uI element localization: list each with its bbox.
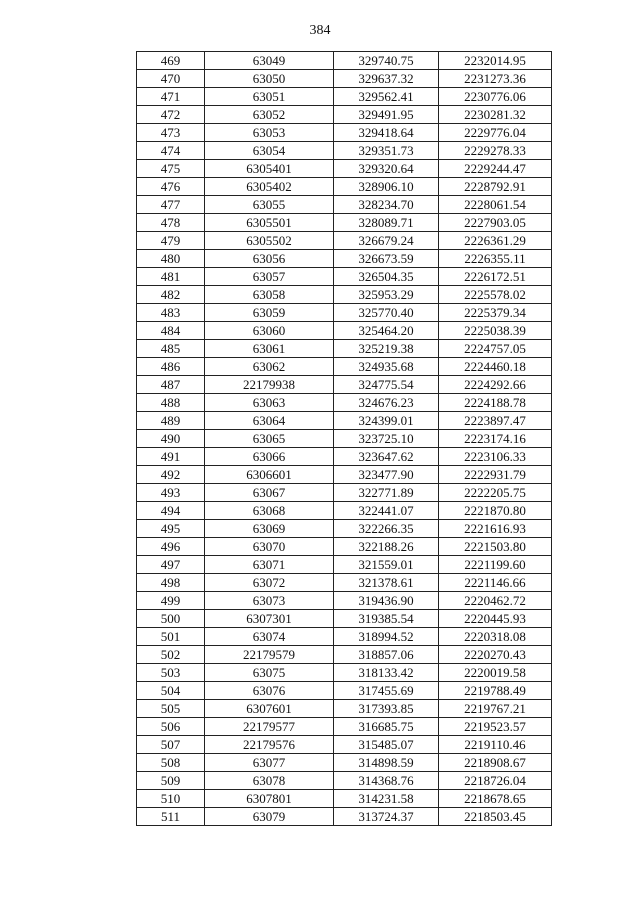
table-row	[137, 412, 552, 430]
table-row	[137, 754, 552, 772]
x-coordinate-cell: 321559.01	[334, 556, 439, 574]
y-coordinate-cell: 2224460.18	[439, 358, 552, 376]
table-row	[137, 790, 552, 808]
y-coordinate-cell: 2218503.45	[439, 808, 552, 826]
table-row	[137, 124, 552, 142]
point-id-cell: 63056	[205, 250, 334, 268]
x-coordinate-cell: 314231.58	[334, 790, 439, 808]
row-index-cell: 487	[137, 376, 205, 394]
point-id-cell: 22179576	[205, 736, 334, 754]
row-index-cell: 500	[137, 610, 205, 628]
row-index-cell: 508	[137, 754, 205, 772]
row-index-cell: 484	[137, 322, 205, 340]
y-coordinate-cell: 2229244.47	[439, 160, 552, 178]
table-row	[137, 700, 552, 718]
table-row	[137, 646, 552, 664]
row-index-cell: 470	[137, 70, 205, 88]
x-coordinate-cell: 325464.20	[334, 322, 439, 340]
x-coordinate-cell: 325770.40	[334, 304, 439, 322]
point-id-cell: 63059	[205, 304, 334, 322]
x-coordinate-cell: 317455.69	[334, 682, 439, 700]
coordinates-table	[136, 51, 552, 826]
y-coordinate-cell: 2225038.39	[439, 322, 552, 340]
point-id-cell: 63071	[205, 556, 334, 574]
table-row	[137, 286, 552, 304]
point-id-cell: 6305502	[205, 232, 334, 250]
y-coordinate-cell: 2221503.80	[439, 538, 552, 556]
point-id-cell: 63051	[205, 88, 334, 106]
row-index-cell: 486	[137, 358, 205, 376]
point-id-cell: 63050	[205, 70, 334, 88]
row-index-cell: 490	[137, 430, 205, 448]
y-coordinate-cell: 2223106.33	[439, 448, 552, 466]
table-row	[137, 232, 552, 250]
x-coordinate-cell: 314368.76	[334, 772, 439, 790]
row-index-cell: 496	[137, 538, 205, 556]
row-index-cell: 510	[137, 790, 205, 808]
row-index-cell: 506	[137, 718, 205, 736]
point-id-cell: 63053	[205, 124, 334, 142]
x-coordinate-cell: 318994.52	[334, 628, 439, 646]
y-coordinate-cell: 2229278.33	[439, 142, 552, 160]
table-row	[137, 70, 552, 88]
y-coordinate-cell: 2219523.57	[439, 718, 552, 736]
x-coordinate-cell: 324676.23	[334, 394, 439, 412]
table-row	[137, 664, 552, 682]
point-id-cell: 63066	[205, 448, 334, 466]
point-id-cell: 63049	[205, 52, 334, 70]
point-id-cell: 63060	[205, 322, 334, 340]
x-coordinate-cell: 329351.73	[334, 142, 439, 160]
table-row	[137, 142, 552, 160]
point-id-cell: 6307801	[205, 790, 334, 808]
table-row	[137, 340, 552, 358]
x-coordinate-cell: 328234.70	[334, 196, 439, 214]
point-id-cell: 6307301	[205, 610, 334, 628]
point-id-cell: 6306601	[205, 466, 334, 484]
row-index-cell: 489	[137, 412, 205, 430]
row-index-cell: 469	[137, 52, 205, 70]
row-index-cell: 485	[137, 340, 205, 358]
table-row	[137, 448, 552, 466]
row-index-cell: 480	[137, 250, 205, 268]
x-coordinate-cell: 322771.89	[334, 484, 439, 502]
y-coordinate-cell: 2221616.93	[439, 520, 552, 538]
table-row	[137, 268, 552, 286]
point-id-cell: 63070	[205, 538, 334, 556]
y-coordinate-cell: 2219767.21	[439, 700, 552, 718]
x-coordinate-cell: 329562.41	[334, 88, 439, 106]
row-index-cell: 483	[137, 304, 205, 322]
row-index-cell: 495	[137, 520, 205, 538]
row-index-cell: 481	[137, 268, 205, 286]
table-row	[137, 808, 552, 826]
point-id-cell: 63069	[205, 520, 334, 538]
table-row	[137, 178, 552, 196]
row-index-cell: 473	[137, 124, 205, 142]
y-coordinate-cell: 2219110.46	[439, 736, 552, 754]
x-coordinate-cell: 326504.35	[334, 268, 439, 286]
row-index-cell: 498	[137, 574, 205, 592]
y-coordinate-cell: 2223897.47	[439, 412, 552, 430]
x-coordinate-cell: 322441.07	[334, 502, 439, 520]
x-coordinate-cell: 319385.54	[334, 610, 439, 628]
x-coordinate-cell: 324399.01	[334, 412, 439, 430]
table-row	[137, 214, 552, 232]
point-id-cell: 63079	[205, 808, 334, 826]
row-index-cell: 477	[137, 196, 205, 214]
x-coordinate-cell: 325219.38	[334, 340, 439, 358]
table-row	[137, 682, 552, 700]
y-coordinate-cell: 2218726.04	[439, 772, 552, 790]
y-coordinate-cell: 2221146.66	[439, 574, 552, 592]
table-row	[137, 358, 552, 376]
y-coordinate-cell: 2220445.93	[439, 610, 552, 628]
table-row	[137, 592, 552, 610]
table-row	[137, 718, 552, 736]
row-index-cell: 488	[137, 394, 205, 412]
x-coordinate-cell: 329740.75	[334, 52, 439, 70]
x-coordinate-cell: 323725.10	[334, 430, 439, 448]
point-id-cell: 6307601	[205, 700, 334, 718]
y-coordinate-cell: 2225578.02	[439, 286, 552, 304]
y-coordinate-cell: 2229776.04	[439, 124, 552, 142]
table-row	[137, 556, 552, 574]
y-coordinate-cell: 2226355.11	[439, 250, 552, 268]
x-coordinate-cell: 314898.59	[334, 754, 439, 772]
point-id-cell: 63077	[205, 754, 334, 772]
point-id-cell: 63063	[205, 394, 334, 412]
table-row	[137, 538, 552, 556]
row-index-cell: 492	[137, 466, 205, 484]
y-coordinate-cell: 2218908.67	[439, 754, 552, 772]
row-index-cell: 479	[137, 232, 205, 250]
table-row	[137, 520, 552, 538]
table-row	[137, 736, 552, 754]
x-coordinate-cell: 326679.24	[334, 232, 439, 250]
table-row	[137, 772, 552, 790]
row-index-cell: 476	[137, 178, 205, 196]
point-id-cell: 63064	[205, 412, 334, 430]
table-row	[137, 430, 552, 448]
x-coordinate-cell: 321378.61	[334, 574, 439, 592]
y-coordinate-cell: 2226172.51	[439, 268, 552, 286]
point-id-cell: 63074	[205, 628, 334, 646]
y-coordinate-cell: 2219788.49	[439, 682, 552, 700]
y-coordinate-cell: 2221199.60	[439, 556, 552, 574]
table-row	[137, 574, 552, 592]
y-coordinate-cell: 2228061.54	[439, 196, 552, 214]
point-id-cell: 6305501	[205, 214, 334, 232]
row-index-cell: 501	[137, 628, 205, 646]
y-coordinate-cell: 2226361.29	[439, 232, 552, 250]
y-coordinate-cell: 2230776.06	[439, 88, 552, 106]
x-coordinate-cell: 325953.29	[334, 286, 439, 304]
row-index-cell: 491	[137, 448, 205, 466]
row-index-cell: 493	[137, 484, 205, 502]
x-coordinate-cell: 328906.10	[334, 178, 439, 196]
y-coordinate-cell: 2225379.34	[439, 304, 552, 322]
y-coordinate-cell: 2228792.91	[439, 178, 552, 196]
table-row	[137, 322, 552, 340]
row-index-cell: 509	[137, 772, 205, 790]
point-id-cell: 63058	[205, 286, 334, 304]
x-coordinate-cell: 318133.42	[334, 664, 439, 682]
y-coordinate-cell: 2220318.08	[439, 628, 552, 646]
y-coordinate-cell: 2227903.05	[439, 214, 552, 232]
coordinates-table-body	[137, 52, 552, 826]
y-coordinate-cell: 2222205.75	[439, 484, 552, 502]
point-id-cell: 22179938	[205, 376, 334, 394]
x-coordinate-cell: 317393.85	[334, 700, 439, 718]
x-coordinate-cell: 316685.75	[334, 718, 439, 736]
table-row	[137, 250, 552, 268]
table-row	[137, 502, 552, 520]
y-coordinate-cell: 2224292.66	[439, 376, 552, 394]
point-id-cell: 63078	[205, 772, 334, 790]
y-coordinate-cell: 2230281.32	[439, 106, 552, 124]
x-coordinate-cell: 324775.54	[334, 376, 439, 394]
point-id-cell: 6305402	[205, 178, 334, 196]
x-coordinate-cell: 315485.07	[334, 736, 439, 754]
y-coordinate-cell: 2220462.72	[439, 592, 552, 610]
row-index-cell: 502	[137, 646, 205, 664]
point-id-cell: 63072	[205, 574, 334, 592]
x-coordinate-cell: 318857.06	[334, 646, 439, 664]
point-id-cell: 22179579	[205, 646, 334, 664]
point-id-cell: 63067	[205, 484, 334, 502]
table-row	[137, 484, 552, 502]
row-index-cell: 499	[137, 592, 205, 610]
page-number: 384	[309, 23, 331, 38]
table-row	[137, 106, 552, 124]
y-coordinate-cell: 2231273.36	[439, 70, 552, 88]
point-id-cell: 6305401	[205, 160, 334, 178]
x-coordinate-cell: 313724.37	[334, 808, 439, 826]
row-index-cell: 494	[137, 502, 205, 520]
point-id-cell: 63052	[205, 106, 334, 124]
row-index-cell: 475	[137, 160, 205, 178]
y-coordinate-cell: 2220019.58	[439, 664, 552, 682]
y-coordinate-cell: 2220270.43	[439, 646, 552, 664]
y-coordinate-cell: 2221870.80	[439, 502, 552, 520]
point-id-cell: 63068	[205, 502, 334, 520]
y-coordinate-cell: 2218678.65	[439, 790, 552, 808]
x-coordinate-cell: 323477.90	[334, 466, 439, 484]
point-id-cell: 63075	[205, 664, 334, 682]
row-index-cell: 478	[137, 214, 205, 232]
x-coordinate-cell: 319436.90	[334, 592, 439, 610]
table-row	[137, 628, 552, 646]
point-id-cell: 63062	[205, 358, 334, 376]
x-coordinate-cell: 329418.64	[334, 124, 439, 142]
point-id-cell: 63065	[205, 430, 334, 448]
row-index-cell: 511	[137, 808, 205, 826]
point-id-cell: 63061	[205, 340, 334, 358]
table-row	[137, 394, 552, 412]
row-index-cell: 505	[137, 700, 205, 718]
table-row	[137, 610, 552, 628]
table-row	[137, 160, 552, 178]
row-index-cell: 504	[137, 682, 205, 700]
point-id-cell: 63076	[205, 682, 334, 700]
row-index-cell: 507	[137, 736, 205, 754]
x-coordinate-cell: 324935.68	[334, 358, 439, 376]
x-coordinate-cell: 323647.62	[334, 448, 439, 466]
point-id-cell: 63073	[205, 592, 334, 610]
table-row	[137, 376, 552, 394]
point-id-cell: 63054	[205, 142, 334, 160]
row-index-cell: 503	[137, 664, 205, 682]
row-index-cell: 482	[137, 286, 205, 304]
y-coordinate-cell: 2222931.79	[439, 466, 552, 484]
table-row	[137, 52, 552, 70]
x-coordinate-cell: 322188.26	[334, 538, 439, 556]
x-coordinate-cell: 328089.71	[334, 214, 439, 232]
x-coordinate-cell: 329491.95	[334, 106, 439, 124]
table-row	[137, 466, 552, 484]
point-id-cell: 63055	[205, 196, 334, 214]
x-coordinate-cell: 329320.64	[334, 160, 439, 178]
x-coordinate-cell: 329637.32	[334, 70, 439, 88]
point-id-cell: 22179577	[205, 718, 334, 736]
table-row	[137, 304, 552, 322]
point-id-cell: 63057	[205, 268, 334, 286]
y-coordinate-cell: 2224188.78	[439, 394, 552, 412]
x-coordinate-cell: 326673.59	[334, 250, 439, 268]
y-coordinate-cell: 2224757.05	[439, 340, 552, 358]
y-coordinate-cell: 2232014.95	[439, 52, 552, 70]
row-index-cell: 472	[137, 106, 205, 124]
row-index-cell: 474	[137, 142, 205, 160]
x-coordinate-cell: 322266.35	[334, 520, 439, 538]
table-row	[137, 88, 552, 106]
table-row	[137, 196, 552, 214]
row-index-cell: 497	[137, 556, 205, 574]
y-coordinate-cell: 2223174.16	[439, 430, 552, 448]
row-index-cell: 471	[137, 88, 205, 106]
